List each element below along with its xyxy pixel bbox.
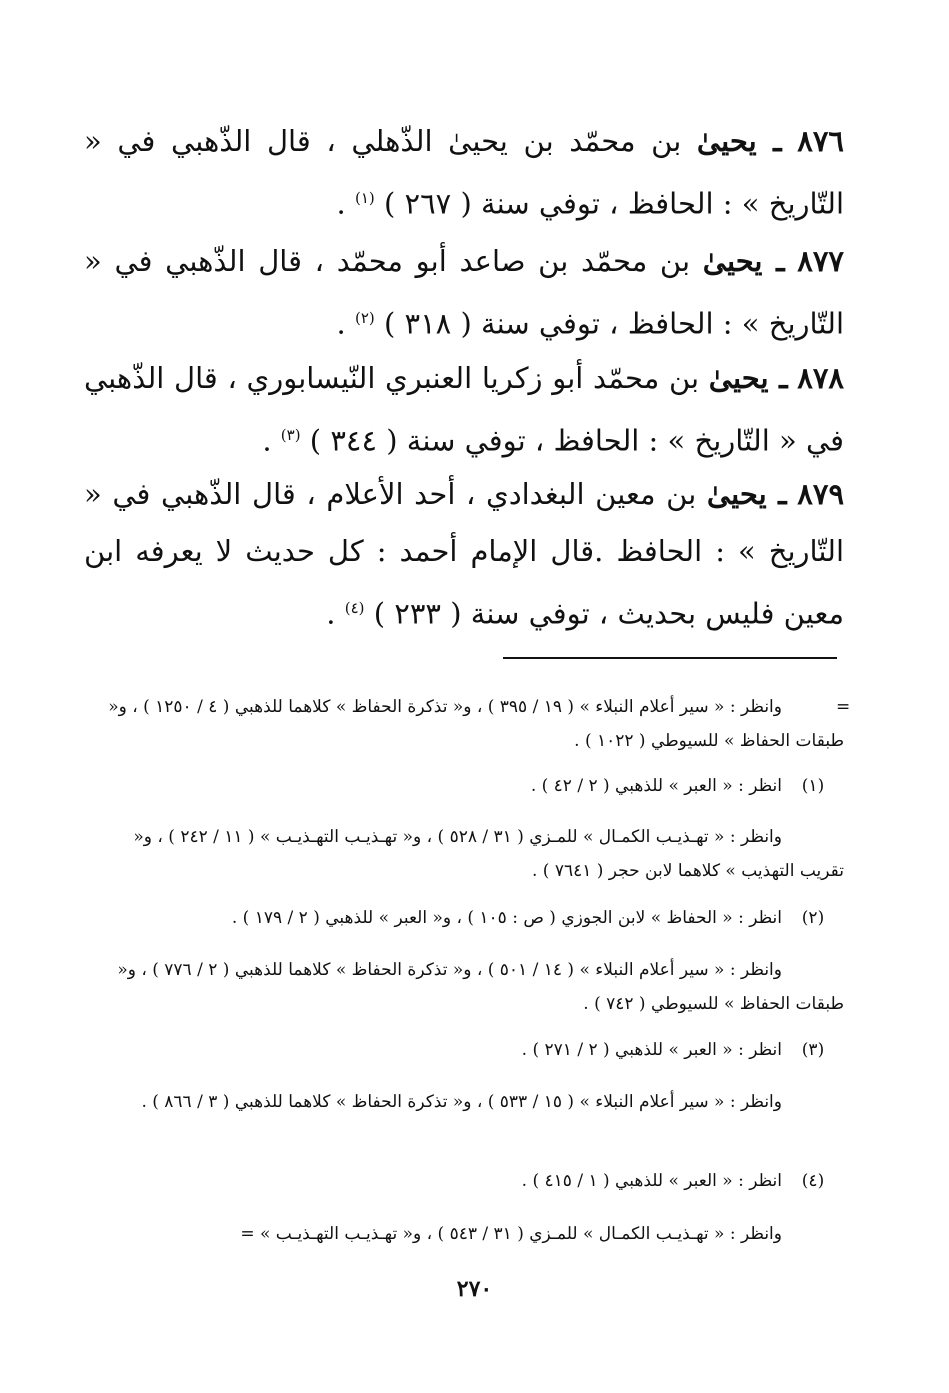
entry-text: بن محمّد أبو زكريا العنبري النّيسابوري ، قال الذّهبي في « التّاريخ » : الحافظ ، توفي سنة ( ٣٤٤ ) bbox=[84, 361, 844, 458]
entry-dash: ـ bbox=[768, 361, 788, 395]
entry-name: يحيىٰ bbox=[706, 477, 767, 511]
entry-dash: ـ bbox=[756, 124, 782, 158]
footnote-text: وانظر : « تهـذيـب الكمـال » للمـزي ( ٣١ / ٥٢٨ ) ، و« تهـذيـب التهـذيـب » ( ١١ / ٢٤٢ ) ، و« تقريب التهذيب » كلاهما لابن حجر ( ٧٦٤١ ) . bbox=[133, 827, 844, 881]
footnote-text: وانظر : « تهـذيـب الكمـال » للمـزي ( ٣١ / ٥٤٣ ) ، و« تهـذيـب التهـذيـب » = bbox=[240, 1224, 782, 1244]
biography-entry-877: ٨٧٧ ـ يحيىٰ بن محمّد بن صاعد أبو محمّد ، قال الذّهبي في « التّاريخ » : الحافظ ، توفي سنة ( ٣١٨ ) $^{(٢)}$ . bbox=[84, 244, 845, 341]
footnote-text: وانظر : « سير أعلام النبلاء » ( ١٩ / ٣٩٥ ) ، و« تذكرة الحفاظ » كلاهما للذهبي ( ٤ / ١٢٥٠ ) ، و« طبقات الحفاظ » للسيوطي ( ١٠٢٢ ) . bbox=[108, 697, 844, 751]
footnote-ref: (٣) bbox=[280, 426, 301, 444]
entry-number: ٨٧٨ bbox=[797, 361, 844, 395]
entry-name: يحيىٰ bbox=[708, 361, 769, 395]
footnote-1-more bbox=[84, 820, 844, 888]
entry-text: بن محمّد بن يحيىٰ الذّهلي ، قال الذّهبي في « التّاريخ » : الحافظ ، توفي سنة ( ٢٦٧ ) bbox=[84, 124, 844, 221]
footnote-text: وانظر : « سير أعلام النبلاء » ( ١٤ / ٥٠١ ) ، و« تذكرة الحفاظ » كلاهما للذهبي ( ٢ / ٧٧٦ ) ، و« طبقات الحفاظ » للسيوطي ( ٧٤٢ ) . bbox=[117, 960, 844, 1014]
footnote-2-more bbox=[84, 953, 844, 1021]
continuation-mark: = bbox=[836, 697, 851, 717]
entry-name: يحيىٰ bbox=[696, 124, 757, 158]
entry-dash: ـ bbox=[766, 477, 787, 511]
footnote-2 bbox=[84, 901, 844, 935]
biography-entry-879: ٨٧٩ ـ يحيىٰ بن معين البغدادي ، أحد الأعلام ، قال الذّهبي في « التّاريخ » : الحافظ .قال الإمام أحمد : كل حديث لا يعرفه ابن معين فليس بحديث ، توفي سنة ( ٢٣٣ ) $^{(٤)}$ . bbox=[84, 477, 845, 631]
footnote-4 bbox=[84, 1164, 844, 1198]
footnote-separator bbox=[503, 657, 837, 659]
biography-entry-878: ٨٧٨ ـ يحيىٰ بن محمّد أبو زكريا العنبري النّيسابوري ، قال الذّهبي في « التّاريخ » : الحافظ ، توفي سنة ( ٣٤٤ ) $^{(٣)}$ . bbox=[84, 361, 844, 458]
page-number: ٢٧٠ bbox=[456, 1276, 493, 1302]
footnote-marker: (٣) bbox=[801, 1040, 825, 1060]
footnote-text: وانظر : « سير أعلام النبلاء » ( ١٥ / ٥٣٣ ) ، و« تذكرة الحفاظ » كلاهما للذهبي ( ٣ / ٨٦٦ ) . bbox=[141, 1092, 782, 1112]
footnote-text: انظر : « العبر » للذهبي ( ١ / ٤١٥ ) . bbox=[521, 1171, 782, 1191]
entry-dash: ـ bbox=[762, 244, 785, 278]
entry-number: ٨٧٧ bbox=[797, 244, 845, 278]
footnote-continuation bbox=[84, 690, 844, 758]
footnote-1 bbox=[84, 769, 844, 803]
footnote-4-more bbox=[84, 1217, 844, 1251]
footnote-marker: (١) bbox=[801, 776, 825, 796]
entry-name: يحيىٰ bbox=[702, 244, 763, 278]
footnote-text: انظر : « العبر » للذهبي ( ٢ / ٤٢ ) . bbox=[530, 776, 782, 796]
footnote-text: انظر : « الحفاظ » لابن الجوزي ( ص : ١٠٥ ) ، و« العبر » للذهبي ( ٢ / ١٧٩ ) . bbox=[231, 908, 782, 928]
entry-number: ٨٧٦ bbox=[797, 124, 844, 158]
entry-number: ٨٧٩ bbox=[797, 477, 845, 511]
footnote-ref: (٢) bbox=[354, 309, 375, 327]
biography-entry-876: ٨٧٦ ـ يحيىٰ بن محمّد بن يحيىٰ الذّهلي ، قال الذّهبي في « التّاريخ » : الحافظ ، توفي سنة ( ٢٦٧ ) $^{(١)}$ . bbox=[84, 124, 844, 221]
footnote-ref: (٤) bbox=[344, 599, 365, 617]
footnote-marker: (٤) bbox=[801, 1171, 825, 1191]
footnote-text: انظر : « العبر » للذهبي ( ٢ / ٢٧١ ) . bbox=[521, 1040, 782, 1060]
footnote-marker: (٢) bbox=[801, 908, 825, 928]
entry-text: بن معين البغدادي ، أحد الأعلام ، قال الذّهبي في « التّاريخ » : الحافظ .قال الإمام أحمد : كل حديث لا يعرفه ابن معين فليس بحديث ، توفي سنة ( ٢٣٣ ) bbox=[84, 477, 844, 631]
entry-text: بن محمّد بن صاعد أبو محمّد ، قال الذّهبي في « التّاريخ » : الحافظ ، توفي سنة ( ٣١٨ ) bbox=[84, 244, 844, 341]
footnote-ref: (١) bbox=[354, 189, 375, 207]
footnote-3 bbox=[84, 1033, 844, 1067]
footnote-3-more bbox=[84, 1085, 844, 1119]
